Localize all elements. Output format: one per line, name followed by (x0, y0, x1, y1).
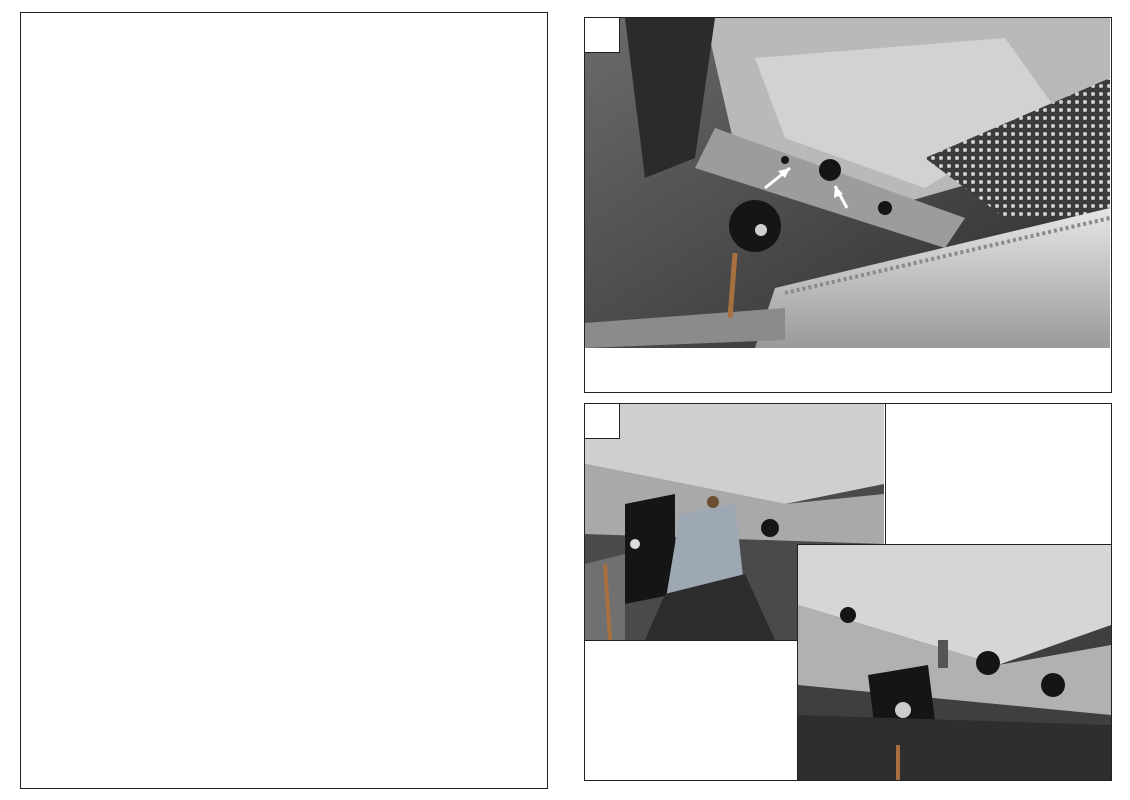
step-1-photo (585, 18, 1110, 348)
step-2-panel (584, 403, 1112, 781)
step-2-blank-area-top-right (885, 404, 1111, 544)
step-2-blank-area-bottom-left (585, 640, 797, 780)
step-2-photo-b (797, 544, 1111, 780)
step-2-number (585, 404, 620, 439)
parts-table (20, 12, 548, 789)
step-1-panel (584, 17, 1112, 393)
step-1-number (585, 18, 620, 53)
